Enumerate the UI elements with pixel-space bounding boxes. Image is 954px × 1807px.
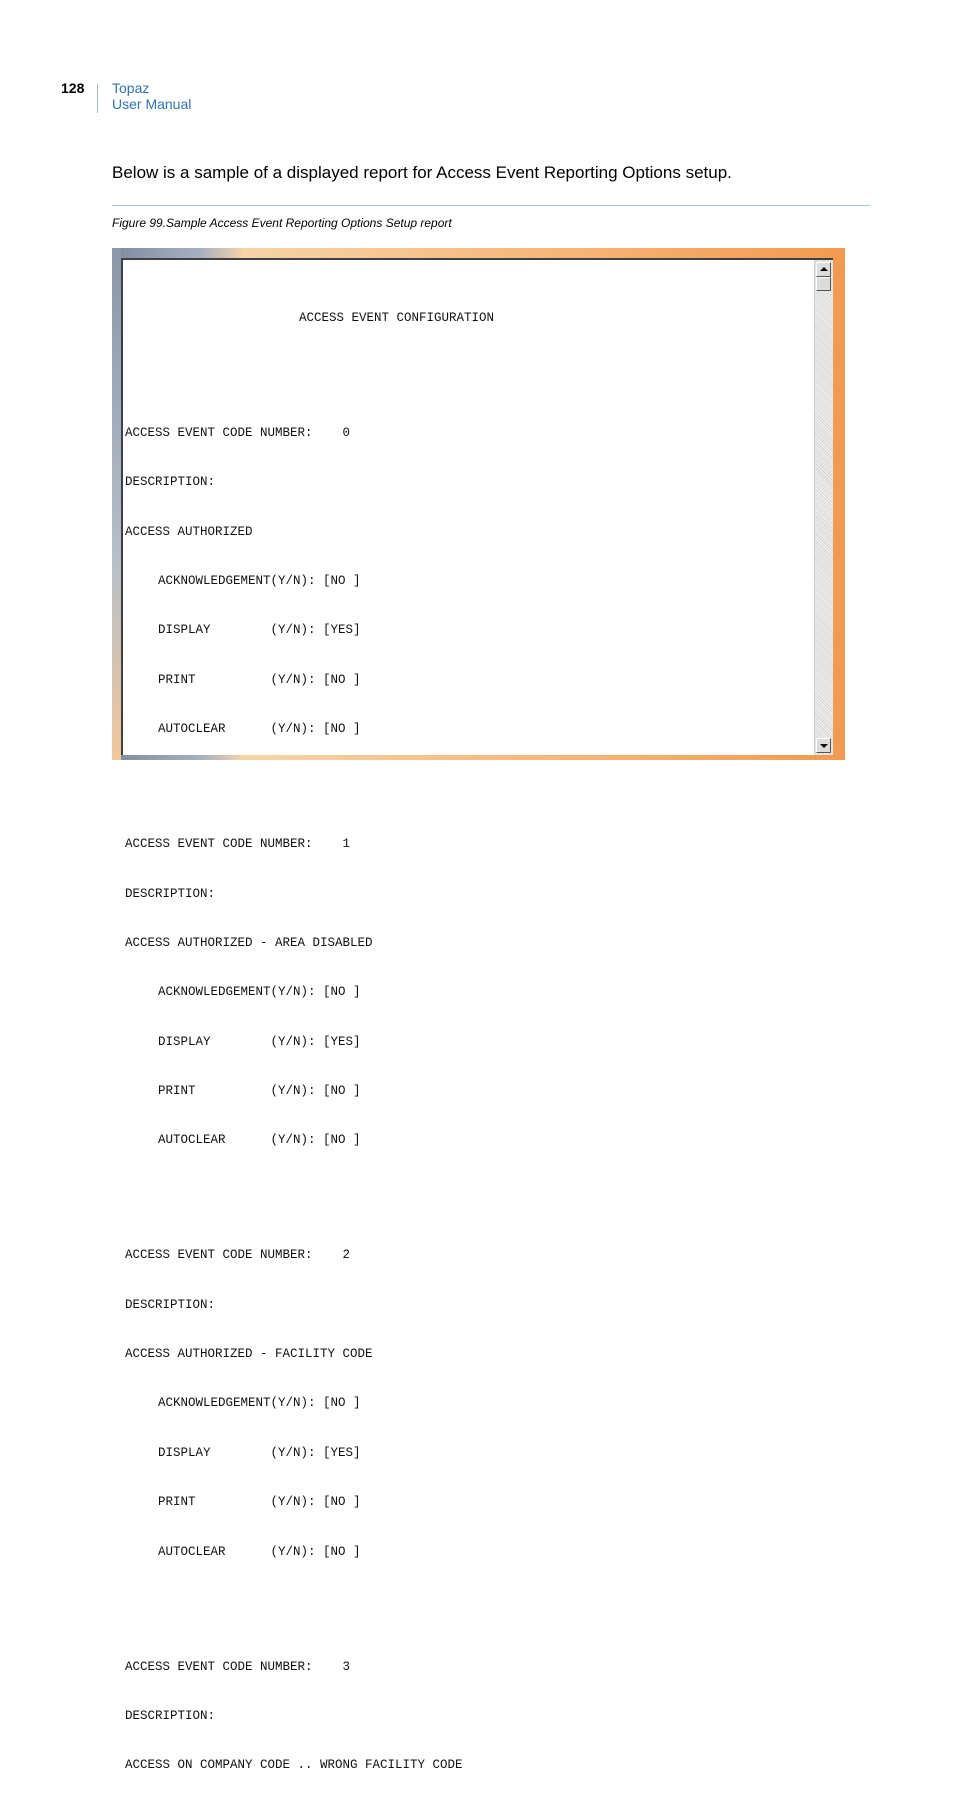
- display-option: DISPLAY (Y/N): [YES]: [158, 1034, 361, 1049]
- scrollbar-thumb[interactable]: [816, 277, 831, 291]
- intro-paragraph: Below is a sample of a displayed report for Access Event Reporting Options setup.: [112, 163, 732, 182]
- report-terminal-window: [121, 258, 833, 1773]
- autoclear-option: AUTOCLEAR (Y/N): [NO ]: [158, 1544, 361, 1559]
- section-divider: [112, 205, 870, 206]
- event-description: ACCESS AUTHORIZED - AREA DISABLED: [125, 935, 373, 950]
- event-code-line: ACCESS EVENT CODE NUMBER: 2: [125, 1248, 351, 1263]
- print-option: PRINT (Y/N): [NO ]: [158, 672, 361, 687]
- page-number: 128: [61, 80, 85, 96]
- report-screenshot: [112, 248, 845, 1773]
- scroll-up-button[interactable]: [816, 262, 831, 277]
- acknowledgement-option: ACKNOWLEDGEMENT(Y/N): [NO ]: [158, 574, 361, 589]
- print-option: PRINT (Y/N): [NO ]: [158, 1083, 361, 1098]
- vertical-scrollbar[interactable]: [814, 260, 833, 755]
- description-label: DESCRIPTION:: [125, 1297, 216, 1312]
- acknowledgement-option: ACKNOWLEDGEMENT(Y/N): [NO ]: [158, 1396, 361, 1411]
- display-option: DISPLAY (Y/N): [YES]: [158, 1445, 361, 1460]
- autoclear-option: AUTOCLEAR (Y/N): [NO ]: [158, 722, 361, 737]
- window-edge: [112, 248, 121, 760]
- description-label: DESCRIPTION:: [125, 475, 216, 490]
- event-description: ACCESS ON COMPANY CODE .. WRONG FACILITY CODE: [125, 1758, 463, 1773]
- scroll-down-arrow-icon: [820, 744, 828, 748]
- scroll-down-button[interactable]: [816, 738, 831, 753]
- event-description: ACCESS AUTHORIZED: [125, 524, 253, 539]
- acknowledgement-option: ACKNOWLEDGEMENT(Y/N): [NO ]: [158, 985, 361, 1000]
- product-name: Topaz: [112, 80, 150, 96]
- autoclear-option: AUTOCLEAR (Y/N): [NO ]: [158, 1133, 361, 1148]
- scroll-up-arrow-icon: [820, 267, 828, 271]
- description-label: DESCRIPTION:: [125, 1709, 216, 1723]
- running-header: [112, 80, 191, 112]
- event-code-line: ACCESS EVENT CODE NUMBER: 3: [125, 1659, 351, 1674]
- print-option: PRINT (Y/N): [NO ]: [158, 1495, 361, 1510]
- description-label: DESCRIPTION:: [125, 886, 216, 901]
- report-title: ACCESS EVENT CONFIGURATION: [299, 310, 495, 325]
- event-code-line: ACCESS EVENT CODE NUMBER: 0: [125, 426, 351, 441]
- event-code-line: ACCESS EVENT CODE NUMBER: 1: [125, 837, 351, 852]
- report-text: [125, 277, 494, 1807]
- header-divider: [97, 84, 98, 113]
- display-option: DISPLAY (Y/N): [YES]: [158, 623, 361, 638]
- event-description: ACCESS AUTHORIZED - FACILITY CODE: [125, 1347, 373, 1362]
- figure-caption: Figure 99.Sample Access Event Reporting Options Setup report: [112, 216, 452, 230]
- manual-name: User Manual: [112, 96, 192, 112]
